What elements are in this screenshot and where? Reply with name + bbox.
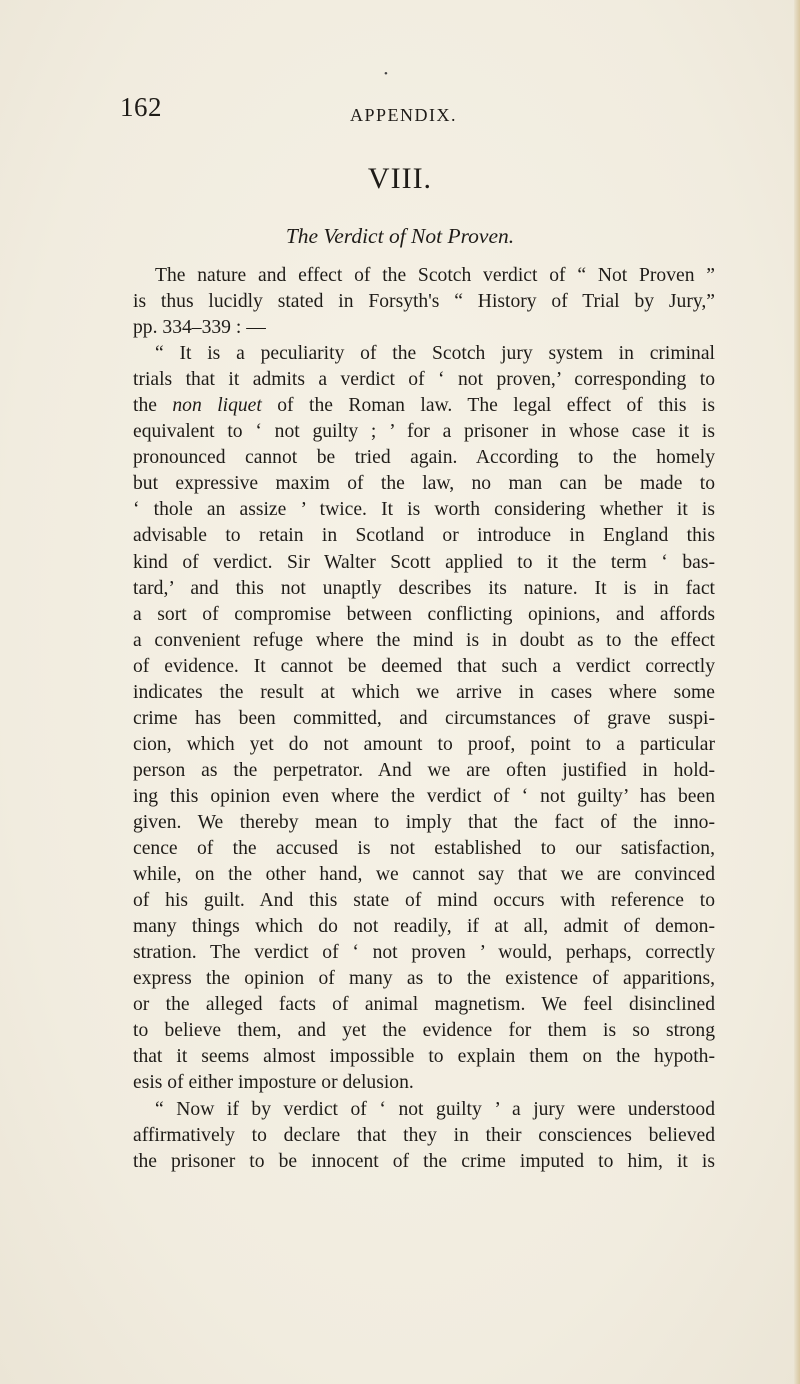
page-header (120, 92, 720, 128)
page-edge (794, 0, 800, 1384)
text-line: to believe them, and yet the evidence for them is so strong (133, 1020, 715, 1042)
text-line: ‘ thole an assize ’ twice. It is worth considering whether it is (133, 499, 715, 521)
text-line: kind of verdict. Sir Walter Scott applied to it the term ‘ bas- (133, 551, 715, 573)
text-line: many things which do not readily, if at all, admit of demon- (133, 916, 715, 938)
text-line: express the opinion of many as to the existence of apparitions, (133, 968, 715, 990)
printer-mark: • (384, 68, 388, 80)
text-line: the non liquet of the Roman law. The legal effect of this is (133, 395, 716, 417)
text-line: cion, which yet do not amount to proof, point to a particular (133, 733, 715, 755)
page-number: 162 (120, 92, 162, 122)
text-line: trials that it admits a verdict of ‘ not proven,’ corresponding to (133, 369, 715, 391)
section-number: VIII. (367, 162, 433, 195)
text-line: “ Now if by verdict of ‘ not guilty ’ a jury were understood (155, 1098, 715, 1120)
text-line: advisable to retain in Scotland or introduce in England this (133, 525, 715, 547)
paragraph (133, 263, 715, 341)
text-line: tard,’ and this not unaptly describes its nature. It is in fact (133, 577, 715, 599)
text-line: pronounced cannot be tried again. According to the homely (133, 447, 715, 469)
text-line: a convenient refuge where the mind is in doubt as to the effect (133, 629, 715, 651)
text-line: affirmatively to declare that they in their consciences believed (133, 1124, 715, 1146)
text-line: is thus lucidly stated in Forsyth's “ History of Trial by Jury,” (133, 291, 715, 313)
text-line: of his guilt. And this state of mind occurs with reference to (133, 890, 715, 912)
text-line: The nature and effect of the Scotch verdict of “ Not Proven ” (155, 265, 715, 286)
text-line: given. We thereby mean to imply that the fact of the inno- (133, 811, 715, 833)
paragraph (133, 341, 715, 1096)
text-line: pp. 334–339 : — (133, 317, 266, 339)
text-line: but expressive maxim of the law, no man can be made to (133, 473, 715, 495)
body-text (133, 263, 715, 1175)
text-line: stration. The verdict of ‘ not proven ’ would, perhaps, correctly (133, 942, 715, 964)
paragraph (133, 1097, 715, 1175)
text-line: while, on the other hand, we cannot say that we are convinced (133, 864, 715, 886)
text-line: that it seems almost impossible to explain them on the hypoth- (133, 1046, 715, 1068)
running-head: APPENDIX. (350, 105, 458, 125)
text-line: ing this opinion even where the verdict of ‘ not guilty’ has been (133, 785, 715, 807)
text-line: esis of either imposture or delusion. (133, 1072, 414, 1094)
text-line: of evidence. It cannot be deemed that such a verdict correctly (133, 655, 715, 677)
text-line: crime has been committed, and circumstances of grave suspi- (133, 707, 715, 729)
text-line: person as the perpetrator. And we are often justified in hold- (133, 759, 715, 781)
text-line: the prisoner to be innocent of the crime imputed to him, it is (133, 1150, 715, 1172)
text-line: “ It is a peculiarity of the Scotch jury system in criminal (155, 343, 715, 365)
text-line: cence of the accused is not established to our satisfaction, (133, 838, 715, 860)
text-line: indicates the result at which we arrive in cases where some (133, 681, 715, 703)
text-line: equivalent to ‘ not guilty ; ’ for a prisoner in whose case it is (133, 421, 715, 443)
text-line: a sort of compromise between conflicting opinions, and affords (133, 603, 715, 625)
section-title: The Verdict of Not Proven. (285, 224, 515, 248)
text-line: or the alleged facts of animal magnetism. We feel disinclined (133, 994, 715, 1016)
